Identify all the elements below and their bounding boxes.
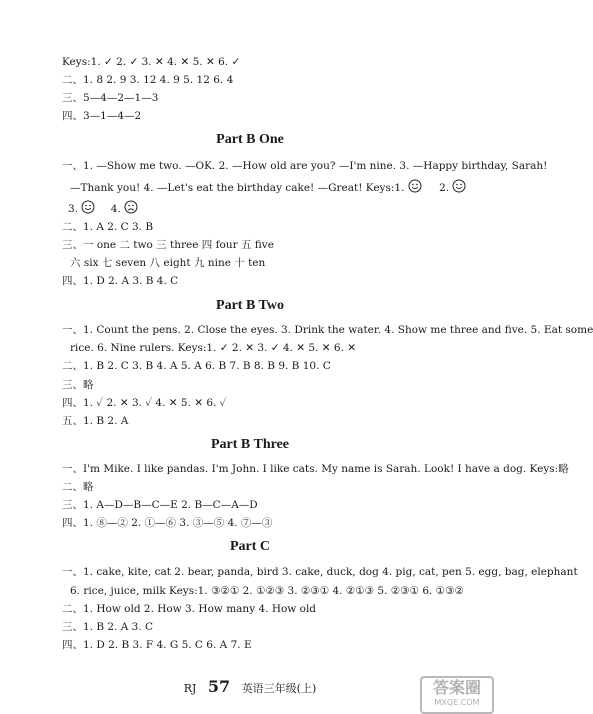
happy-face-icon (452, 179, 466, 197)
pbone-line1: 一、1. —Show me two. —OK. 2. —How old are you? —I'm nine. 3. —Happy birthday, Sarah! (62, 160, 548, 172)
pbtwo-wu: 五、1. B 2. A (62, 415, 129, 427)
heading-part-b-two: Part B Two (216, 298, 284, 313)
pbone-san2: 六 six 七 seven 八 eight 九 nine 十 ten (70, 257, 266, 269)
pbtwo-er: 二、1. B 2. C 3. B 4. A 5. A 6. B 7. B 8. B 9. B 10. C (62, 360, 331, 372)
pbthree-line1: 一、I'm Mike. I like pandas. I'm John. I like cats. My name is Sarah. Look! I have a dog. Keys:略 (62, 463, 569, 475)
edition-label: RJ (183, 682, 197, 695)
pbtwo-si: 四、1. ✓ 2. ✕ 3. ✓ 4. ✕ 5. ✕ 6. ✓ (62, 397, 227, 409)
section-si: 四、3—1—4—2 (62, 110, 142, 122)
section-er: 二、1. 8 2. 9 3. 12 4. 9 5. 12 6. 4 (62, 74, 234, 86)
heading-part-c: Part C (229, 539, 271, 554)
sad-face-icon (124, 200, 138, 218)
pbone-line2-text: —Thank you! 4. —Let's eat the birthday cake! —Great! Keys:1. (70, 182, 405, 194)
happy-face-icon (408, 179, 422, 197)
pbone-line2-num2: 2. (439, 182, 450, 194)
pbone-line3-num4: 4. (110, 203, 121, 215)
watermark-logo (420, 676, 494, 714)
pbone-line3-num3: 3. (68, 203, 79, 215)
pc-line1: 一、1. cake, kite, cat 2. bear, panda, bird 3. cake, duck, dog 4. pig, cat, pen 5. egg, bag, elephant (62, 566, 578, 578)
pbone-si: 四、1. D 2. A 3. B 4. C (62, 275, 179, 287)
pbthree-si: 四、1. ⑧—② 2. ①—⑥ 3. ③—⑤ 4. ⑦—③ (62, 517, 273, 529)
watermark-big: 答案圈 (432, 678, 481, 697)
pc-san: 三、1. B 2. A 3. C (62, 621, 154, 633)
pbone-san1: 三、一 one 二 two 三 three 四 four 五 five (62, 239, 274, 251)
keys-line: Keys:1. ✓ 2. ✓ 3. ✕ 4. ✕ 5. ✕ 6. ✓ (62, 56, 241, 68)
pbone-line2 (70, 179, 466, 197)
pbtwo-line1: 一、1. Count the pens. 2. Close the eyes. 3. Drink the water. 4. Show me three and five. 5. Eat some (62, 324, 593, 336)
pc-line2: 6. rice, juice, milk Keys:1. ③②① 2. ①②③ 3. ②③① 4. ②①③ 5. ②③① 6. ①③② (70, 585, 464, 597)
watermark-small: MXQE.COM (434, 698, 480, 707)
pbtwo-line2: rice. 6. Nine rulers. Keys:1. ✓ 2. ✕ 3. ✓ 4. ✕ 5. ✕ 6. ✕ (70, 342, 357, 354)
pbone-er: 二、1. A 2. C 3. B (62, 221, 154, 233)
pc-si: 四、1. D 2. B 3. F 4. G 5. C 6. A 7. E (62, 639, 252, 651)
pbtwo-san: 三、略 (62, 379, 94, 391)
pbone-line3 (68, 200, 138, 218)
pbthree-san: 三、1. A—D—B—C—E 2. B—C—A—D (62, 499, 258, 511)
happy-face-icon (81, 200, 95, 218)
pc-er: 二、1. How old 2. How 3. How many 4. How old (62, 603, 317, 615)
heading-part-b-one: Part B One (216, 132, 284, 147)
page-number: 57 (207, 677, 231, 696)
book-title: 英语三年级(上) (241, 682, 317, 695)
pbthree-er: 二、略 (62, 481, 94, 493)
section-san: 三、5—4—2—1—3 (62, 92, 159, 104)
heading-part-b-three: Part B Three (210, 437, 290, 452)
